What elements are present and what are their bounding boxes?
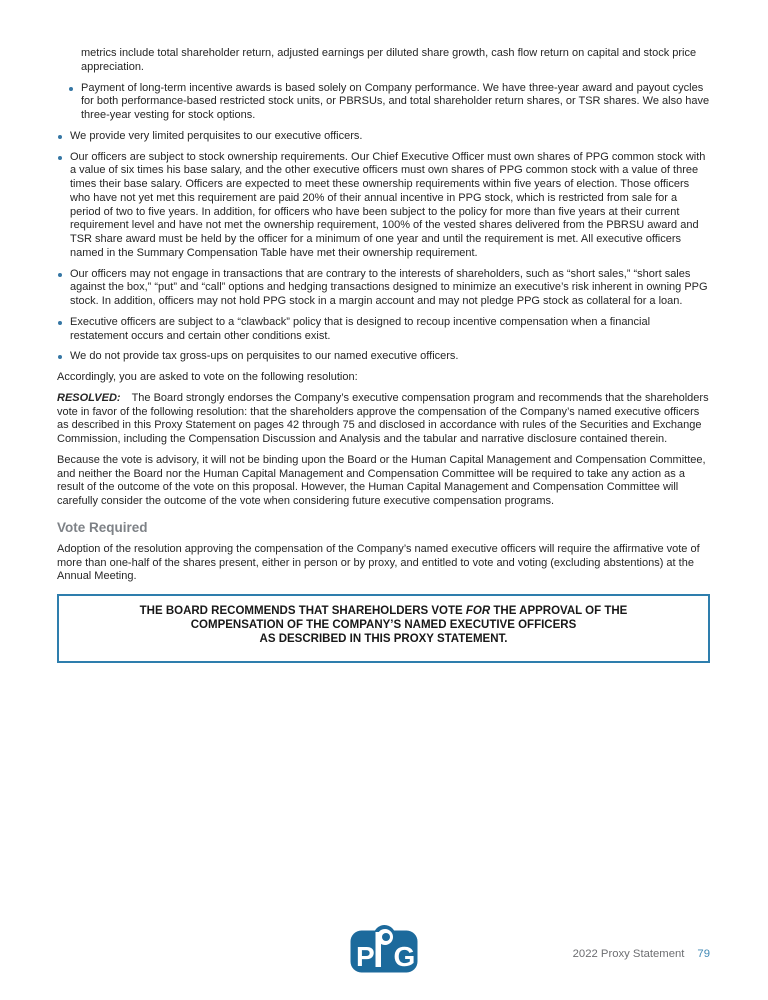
list-item-text: We do not provide tax gross-ups on perquisites to our named executive officers. <box>70 350 459 363</box>
bullet-icon <box>58 355 62 359</box>
resolved-paragraph <box>57 392 710 447</box>
bullet-icon <box>69 87 73 91</box>
recommendation-line-1 <box>87 604 680 618</box>
ppg-logo-letter-p2-counter <box>382 933 390 941</box>
list-item-text: Executive officers are subject to a “clawback” policy that is designed to recoup incentive compensation when a financial restatement occurs and certain other conditions exist. <box>70 315 651 342</box>
bullet-icon <box>58 273 62 277</box>
recommendation-line-1-pre: THE BOARD RECOMMENDS THAT SHAREHOLDERS VOTE <box>139 605 466 617</box>
board-recommendation-box <box>57 594 710 663</box>
continuation-paragraph: metrics include total shareholder return, adjusted earnings per diluted share growth, cash flow return on capital and stock price appreciation. <box>81 47 697 73</box>
recommendation-for-emphasis: FOR <box>465 605 491 617</box>
list-item <box>57 316 710 344</box>
ppg-logo-letter-p1: P <box>356 941 375 972</box>
page-footer <box>573 948 710 960</box>
page-body <box>57 47 710 663</box>
adoption-paragraph: Adoption of the resolution approving the compensation of the Company’s named executive officers will require the affirmative vote of more than one-half of the shares present, either in person or by proxy, and entitled to vote and voting (excluding abstentions) at the Annual Meeting. <box>57 542 700 583</box>
bullet-icon <box>58 156 62 160</box>
list-item <box>57 82 710 123</box>
list-item <box>57 268 710 309</box>
bullet-icon <box>58 321 62 325</box>
list-item-text: Our officers may not engage in transactions that are contrary to the interests of shareholders, such as “short sales,” “short sales against the box,” “put” and “call” options and hedging transactions designed to minimize an executive’s risk inherent in owning PPG stock. In addition, officers may not hold PPG stock in a margin account and may not pledge PPG stock as collateral for a loan. <box>70 267 708 307</box>
resolved-label: RESOLVED: <box>57 391 121 404</box>
page-number: 79 <box>697 948 710 960</box>
list-item-text: Payment of long-term incentive awards is based solely on Company performance. We have three-year award and payout cycles for both performance-based restricted stock units, or PBRSUs, and total shareholder return shares, or TSR shares. We also have three-year vesting for stock options. <box>81 81 710 121</box>
recommendation-line-3: AS DESCRIBED IN THIS PROXY STATEMENT. <box>259 633 508 645</box>
recommendation-line-2: COMPENSATION OF THE COMPANY’S NAMED EXECUTIVE OFFICERS <box>190 619 577 631</box>
accordingly-paragraph: Accordingly, you are asked to vote on the following resolution: <box>57 371 358 383</box>
resolved-text: The Board strongly endorses the Company’s executive compensation program and recommends that the shareholders vote in favor of the following resolution: that the shareholders approve the compensation of the Company’s named executive officers as described in this Proxy Statement on pages 42 through 75 and disclosed in accordance with rules of the Securities and Exchange Commission, including the Compensation Discussion and Analysis and the tabular and narrative disclosure contained therein. <box>57 391 709 445</box>
list-item-text: Our officers are subject to stock ownership requirements. Our Chief Executive Officer must own shares of PPG common stock with a value of six times his base salary, and the other executive officers must own shares of PPG common stock with a value of three times their base salary. Officers are expected to meet these ownership requirements within five years of election. Those officers who have not yet met this requirement are paid 20% of their annual incentive in PPG stock, which is restricted from sale for a period of two to five years. In addition, for officers who have been subject to the policy for more than five years at their current requirement level and have not met the ownership requirement, 100% of the vested shares delivered from the PBRSU award and TSR share award must be held by the officer for a minimum of one year and until the requirement is met. All executive officers named in the Summary Compensation Table have met their ownership requirement. <box>70 150 706 259</box>
bullet-icon <box>58 135 62 139</box>
recommendation-line-1-post: THE APPROVAL OF THE <box>490 605 628 617</box>
ppg-logo-letter-g: G <box>393 941 416 972</box>
footer-label: 2022 Proxy Statement <box>572 948 685 960</box>
list-item-text: We provide very limited perquisites to our executive officers. <box>70 129 363 142</box>
list-item <box>57 130 710 144</box>
list-item <box>57 350 710 364</box>
list-item <box>57 151 710 261</box>
vote-required-heading: Vote Required <box>57 519 148 535</box>
ppg-logo <box>350 923 418 973</box>
advisory-paragraph: Because the vote is advisory, it will not be binding upon the Board or the Human Capital Management and Compensation Committee, and neither the Board nor the Human Capital Management and Compensation Committee will be required to take any action as a result of the outcome of the vote on this proposal. However, the Human Capital Management and Compensation Committee will carefully consider the outcome of the vote when considering future executive compensation programs. <box>57 453 706 507</box>
